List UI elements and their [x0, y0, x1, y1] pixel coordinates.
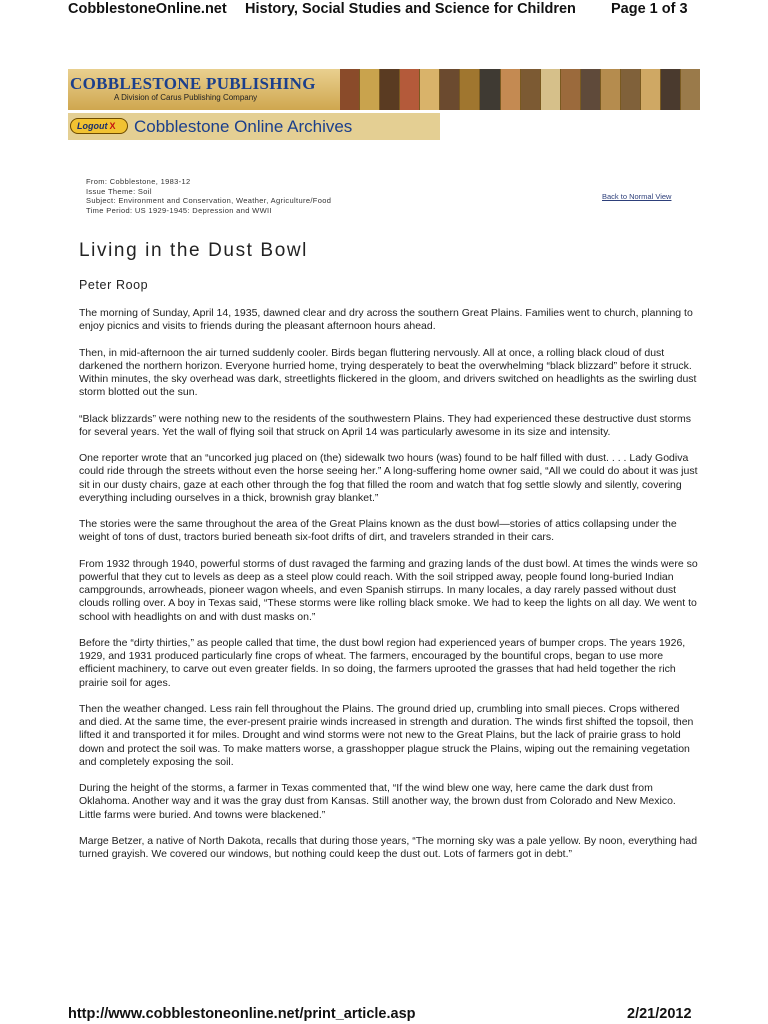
publisher-subtitle: A Division of Carus Publishing Company	[114, 93, 258, 102]
magazine-cover-image	[460, 69, 480, 110]
magazine-cover-image	[340, 69, 360, 110]
magazine-cover-image	[400, 69, 420, 110]
magazine-cover-image	[501, 69, 521, 110]
publisher-banner[interactable]	[68, 69, 700, 110]
site-tagline: History, Social Studies and Science for Children	[245, 1, 576, 17]
magazine-cover-image	[661, 69, 681, 110]
site-name: CobblestoneOnline.net	[68, 1, 227, 17]
meta-source: From: Cobblestone, 1983-12	[86, 177, 191, 186]
magazine-covers-strip	[340, 69, 700, 110]
logout-button[interactable]	[70, 118, 128, 134]
meta-issue-theme: Issue Theme: Soil	[86, 186, 152, 196]
article-paragraph: One reporter wrote that an “uncorked jug placed on (the) sidewalk two hours (was) found to be half filled with dust. . . . Lady Godiva could ride through the streets without even the horse seeing her.” A long-suffering home owner said, “All we could do about it was just sit in our dusty chairs, gaze at each other through the fog that filled the room and watch that fog settle slowly and silently, covering everything including ourselves in a thick, brownish gray blanket.”	[79, 452, 698, 504]
magazine-cover-image	[380, 69, 400, 110]
print-footer	[0, 1006, 768, 1024]
article-title: Living in the Dust Bowl	[79, 240, 309, 261]
article-paragraph: Before the “dirty thirties,” as people called that time, the dust bowl region had experienced years of bumper crops. The years 1926, 1929, and 1931 produced particularly fine crops of wheat. The farmers, encouraged by the bountiful crops, began to use more efficient machinery, to carve out even greater fields. In so doing, the farmers uprooted the grasses that had held together the rich prairie soil for ages.	[79, 636, 686, 689]
magazine-cover-image	[360, 69, 380, 110]
meta-subject: Subject: Environment and Conservation, Weather, Agriculture/Food	[86, 196, 332, 206]
publisher-logo[interactable]	[68, 69, 340, 110]
article-paragraph: The stories were the same throughout the area of the Great Plains known as the dust bowl—stories of attics collapsing under the weight of tons of dust, tractors buried beneath six-foot drifts of dirt, and travelers stranded in their cars.	[79, 518, 677, 544]
magazine-cover-image	[440, 69, 460, 110]
print-date: 2/21/2012	[627, 1006, 692, 1022]
archive-bar	[68, 113, 440, 140]
article-paragraph: The morning of Sunday, April 14, 1935, dawned clear and dry across the southern Great Plains. Families went to church, planning to enjoy picnics and visits to friends during the pleasant afternoon hours ahead.	[79, 307, 693, 333]
magazine-cover-image	[581, 69, 601, 110]
article-paragraph: Marge Betzer, a native of North Dakota, recalls that during those years, “The morning sky was a pale yellow. By noon, everything had turned grayish. We covered our windows, but nothing could keep the dust out. Lots of farmers got in debt.”	[79, 834, 698, 861]
logout-label: Logout	[77, 121, 108, 131]
magazine-cover-image	[681, 69, 700, 110]
page-url: http://www.cobblestoneonline.net/print_article.asp	[68, 1006, 416, 1022]
article-paragraph: During the height of the storms, a farmer in Texas commented that, “If the wind blew one way, here came the dark dust from Oklahoma. Another way and it was the gray dust from Kansas. Still another way, the brown dust from Colorado and New Mexico. Little farms were buried. And towns were blackened.”	[79, 782, 676, 821]
page-number: Page 1 of 3	[611, 1, 688, 17]
article-paragraph: From 1932 through 1940, powerful storms of dust ravaged the farming and grazing lands of the dust bowl. At times the winds were so powerful that they cut to levels as deep as a steel plow could reach. With the soil stripped away, people found long-buried Indian campgrounds, arrowheads, pioneer wagon wheels, and even Spanish stirrups. In many locales, a day rarely passed without dust clouds rolling over. A boy in Texas said, “These storms were like rolling black smoke. We had to keep the lights on all day. We went to school with headlights on and with dust masks on.”	[79, 557, 698, 623]
magazine-cover-image	[621, 69, 641, 110]
article-paragraph: Then the weather changed. Less rain fell throughout the Plains. The ground dried up, crumbling into small pieces. Crops withered and died. At the same time, the ever-present prairie winds increased in strength and duration. The winds first shifted the topsoil, then lifted it and transported it for miles. Drought and wind storms were not new to the Great Plains, but the lack of prairie grass to hold down and protect the soil was. To make matters worse, a grasshopper plague struck the Plains, wiping out the remaining vegetation and completely exposing the soil.	[79, 702, 694, 768]
article-body	[79, 307, 699, 875]
article-paragraph: Then, in mid-afternoon the air turned suddenly cooler. Birds began fluttering nervously. All at once, a rolling black cloud of dust darkened the northern horizon. Everyone hurried home, trying desperately to beat the overwhelming “black blizzard” before it struck. Within minutes, the sky overhead was dark, streetlights flickered in the gloom, and drivers switched on headlights as the swirling dust storm blotted out the sun.	[79, 346, 697, 399]
publisher-name: COBBLESTONE PUBLISHING	[70, 74, 316, 93]
magazine-cover-image	[561, 69, 581, 110]
article-author: Peter Roop	[79, 278, 149, 292]
meta-time-period: Time Period: US 1929-1945: Depression and WWII	[86, 205, 272, 215]
archive-title: Cobblestone Online Archives	[134, 117, 353, 136]
magazine-cover-image	[601, 69, 621, 110]
article-metadata	[86, 177, 331, 215]
back-to-normal-view-link[interactable]: Back to Normal View	[602, 192, 672, 201]
magazine-cover-image	[521, 69, 541, 110]
magazine-cover-image	[420, 69, 440, 110]
magazine-cover-image	[480, 69, 500, 110]
close-icon: X	[109, 121, 116, 131]
print-header	[0, 0, 768, 22]
magazine-cover-image	[641, 69, 661, 110]
magazine-cover-image	[541, 69, 561, 110]
article-paragraph: “Black blizzards” were nothing new to the residents of the southwestern Plains. They had experienced these destructive dust storms for several years. Yet the wall of flying soil that struck on April 14 was particularly awesome in its size and intensity.	[79, 412, 692, 438]
